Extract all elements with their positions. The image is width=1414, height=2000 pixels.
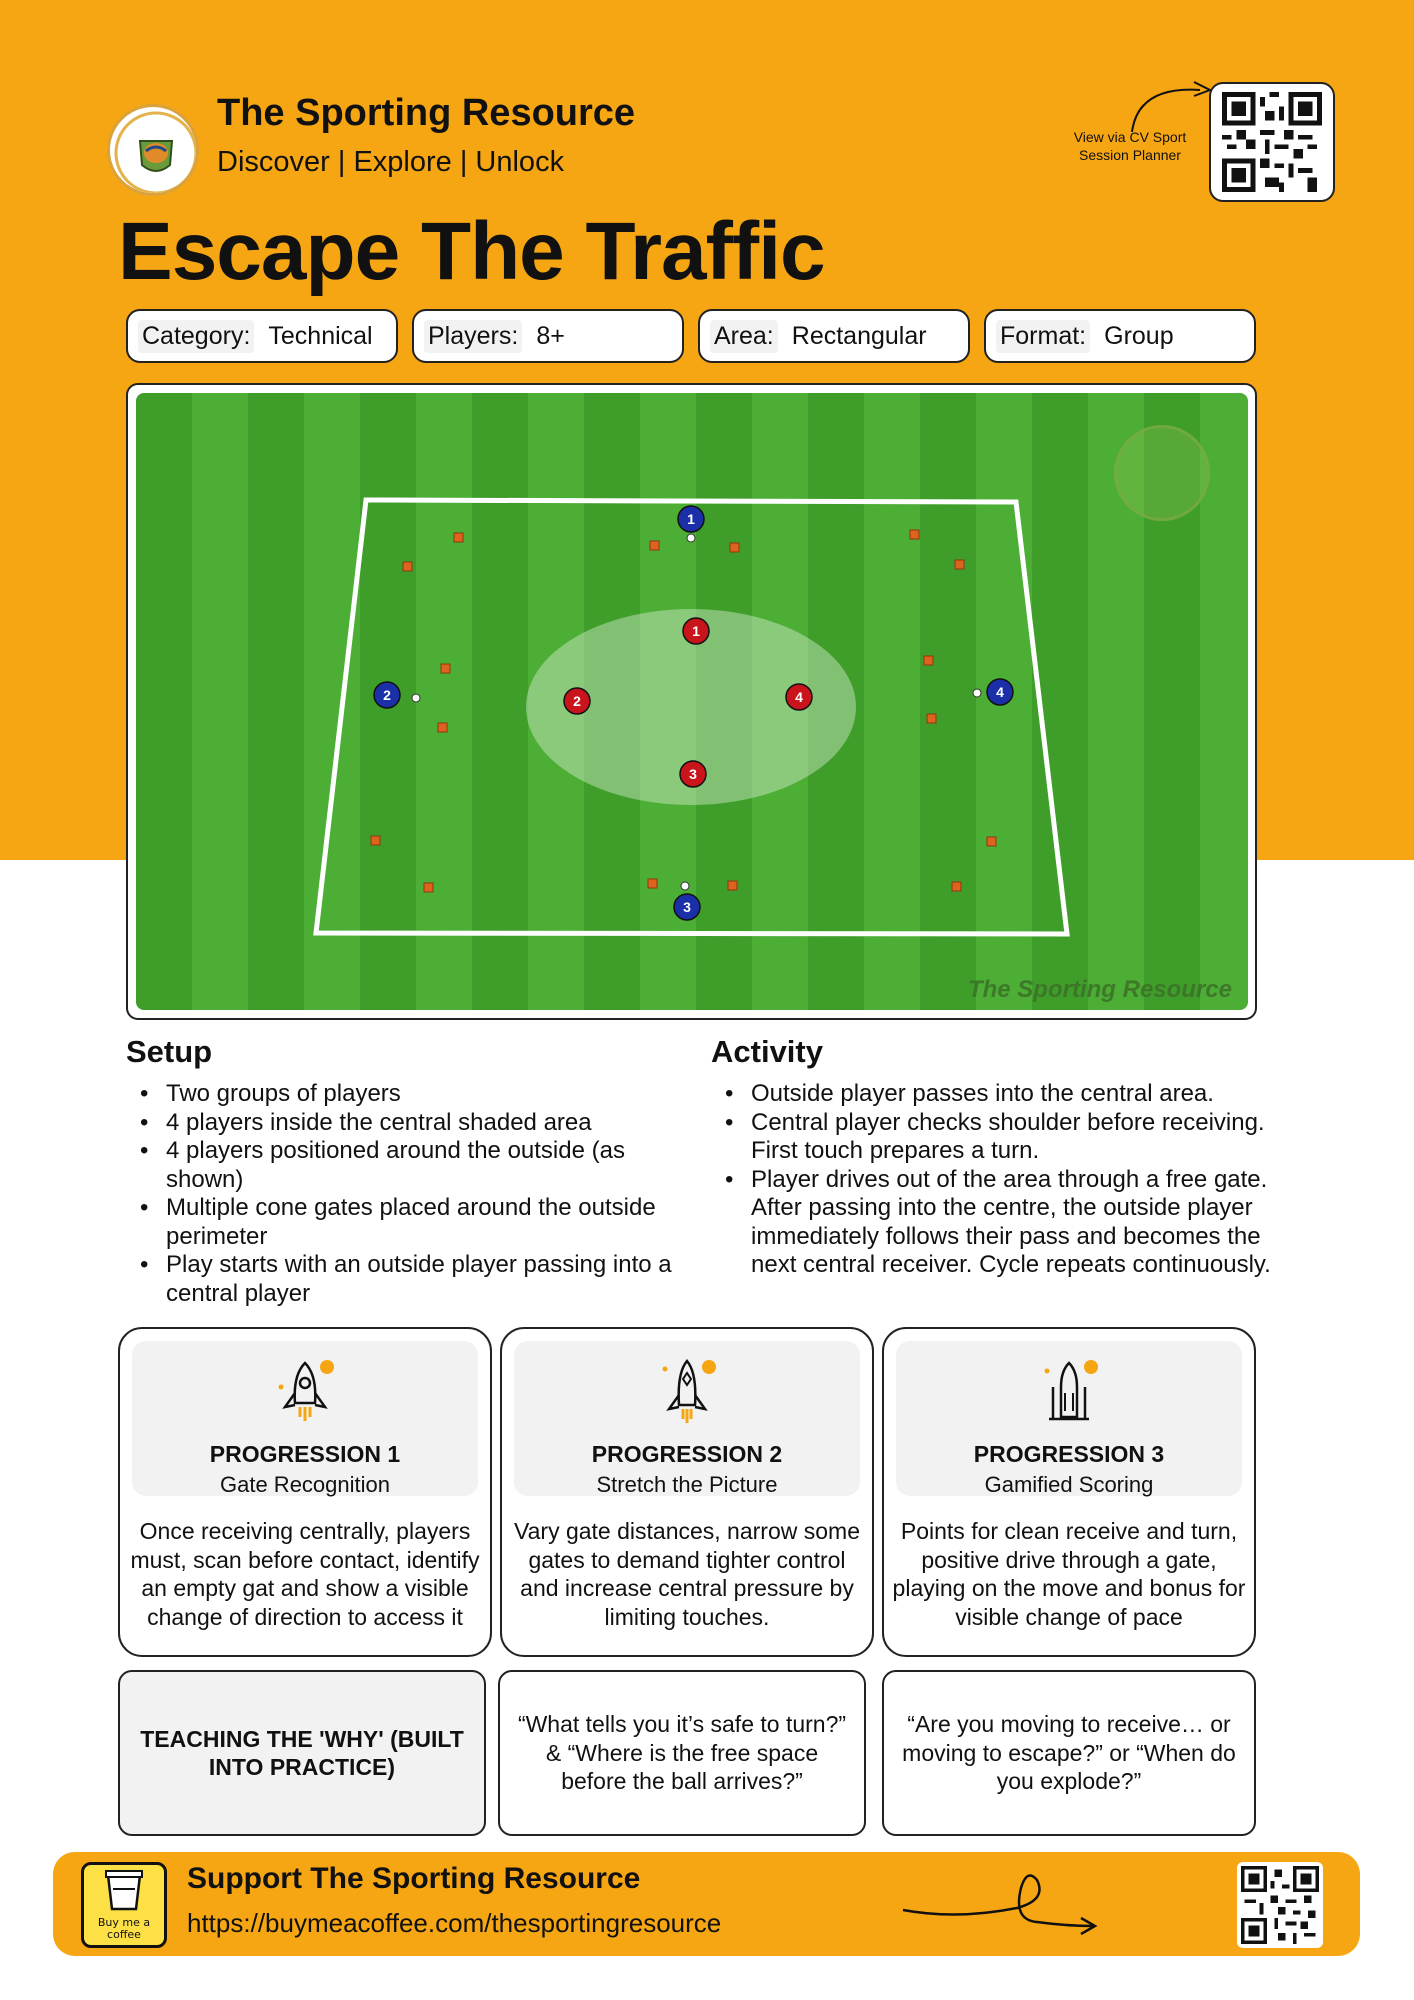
squiggle-arrow-icon: [897, 1870, 1107, 1940]
cone: [924, 656, 933, 665]
player-number: 4: [795, 689, 803, 705]
progression-subtitle: Stretch the Picture: [596, 1472, 778, 1497]
category-pill: [126, 309, 398, 363]
progression-body: Points for clean receive and turn, positive drive through a gate, playing on the move and bonus for visible change of pace: [892, 1518, 1246, 1630]
ball: [412, 694, 420, 702]
cone: [441, 664, 450, 673]
players-value: 8+: [536, 321, 565, 350]
cone: [403, 562, 412, 571]
ball: [687, 534, 695, 542]
list-item: • 4 players positioned around the outside (as shown): [126, 1137, 706, 1194]
progression-body: Once receiving centrally, players must, scan before contact, identify an empty gat and show a visible change of direction to access it: [130, 1518, 480, 1630]
pitch-watermark: The Sporting Resource: [967, 976, 1232, 1003]
format-pill: [984, 309, 1256, 363]
player-number: 2: [573, 693, 581, 709]
player-number: 1: [687, 511, 695, 527]
qr-code-icon: [1241, 1866, 1319, 1944]
cone: [728, 881, 737, 890]
setup-heading: Setup: [126, 1034, 213, 1069]
cone: [648, 879, 657, 888]
cone: [650, 541, 659, 550]
cone: [438, 723, 447, 732]
player-number: 3: [689, 766, 697, 782]
support-banner: [53, 1852, 1360, 1956]
page-title: Escape The Traffic: [118, 206, 825, 297]
list-item: • Multiple cone gates placed around the outside perimeter: [126, 1194, 706, 1251]
cone: [927, 714, 936, 723]
list-item: • Play starts with an outside player passing into a central player: [126, 1251, 706, 1308]
category-value: Technical: [268, 321, 373, 350]
pitch-diagram: [136, 393, 1248, 1010]
teaching-heading: TEACHING THE 'WHY' (BUILT INTO PRACTICE): [118, 1670, 486, 1836]
cone: [424, 883, 433, 892]
arrow-to-qr-icon: [1128, 76, 1218, 136]
player-number: 3: [683, 899, 691, 915]
cone: [952, 882, 961, 891]
area-label: Area:: [710, 320, 778, 353]
progression-title: PROGRESSION 2: [591, 1441, 783, 1467]
list-item: • Central player checks shoulder before receiving. First touch prepares a turn.: [711, 1109, 1271, 1166]
ball: [973, 689, 981, 697]
progression-card-1: [118, 1327, 492, 1657]
session-planner-qr[interactable]: [1209, 82, 1335, 202]
pitch-drawing: [136, 393, 1248, 1010]
brand-name: The Sporting Resource: [217, 92, 636, 134]
ball: [681, 882, 689, 890]
category-label: Category:: [138, 320, 254, 353]
space-shuttle-icon: [1037, 1357, 1101, 1431]
format-label: Format:: [996, 320, 1090, 353]
list-item: • 4 players inside the central shaded area: [126, 1109, 706, 1138]
player-number: 4: [996, 684, 1004, 700]
cone: [910, 530, 919, 539]
progression-card-3: [882, 1327, 1256, 1657]
brand-tagline: Discover | Explore | Unlock: [217, 146, 565, 178]
cone: [371, 836, 380, 845]
qr-code-icon: [1219, 92, 1325, 192]
cone: [454, 533, 463, 542]
teaching-question-2: “Are you moving to receive… or moving to escape?” or “When do you explode?”: [882, 1670, 1256, 1836]
rocket-icon: [655, 1357, 719, 1431]
activity-list: [711, 1080, 1271, 1280]
brand-logo: [107, 104, 199, 196]
rocket-icon: [273, 1357, 337, 1431]
list-item: • Two groups of players: [126, 1080, 706, 1109]
setup-list: [126, 1080, 706, 1308]
progression-subtitle: Gamified Scoring: [984, 1472, 1154, 1497]
support-qr[interactable]: [1237, 1862, 1323, 1948]
cone: [730, 543, 739, 552]
cone: [987, 837, 996, 846]
player-number: 2: [383, 687, 391, 703]
teaching-question-1: “What tells you it’s safe to turn?” & “Where is the free space before the ball arrives?”: [498, 1670, 866, 1836]
progression-title: PROGRESSION 3: [973, 1441, 1165, 1467]
support-url[interactable]: https://buymeacoffee.com/thesportingresource: [187, 1908, 722, 1938]
buy-me-a-coffee-icon[interactable]: [81, 1862, 167, 1948]
bmc-label: Buy me a coffee: [97, 1916, 151, 1941]
list-item: • Outside player passes into the central area.: [711, 1080, 1271, 1109]
activity-heading: Activity: [711, 1034, 823, 1069]
list-item: • Player drives out of the area through a free gate. After passing into the centre, the outside player immediately follows their pass and becomes the next central receiver. Cycle repeats continuously.: [711, 1166, 1271, 1280]
progression-body: Vary gate distances, narrow some gates to demand tighter control and increase central pressure by limiting touches.: [513, 1518, 860, 1630]
players-label: Players:: [424, 320, 522, 353]
players-pill: [412, 309, 684, 363]
support-title: Support The Sporting Resource: [187, 1862, 641, 1895]
progression-subtitle: Gate Recognition: [220, 1472, 390, 1497]
qr-note: View via CV Sport Session Planner: [1073, 129, 1187, 163]
area-value: Rectangular: [791, 321, 927, 350]
format-value: Group: [1104, 321, 1174, 350]
progression-card-2: [500, 1327, 874, 1657]
cone: [955, 560, 964, 569]
player-number: 1: [692, 623, 700, 639]
progression-title: PROGRESSION 1: [209, 1441, 401, 1467]
area-pill: [698, 309, 970, 363]
